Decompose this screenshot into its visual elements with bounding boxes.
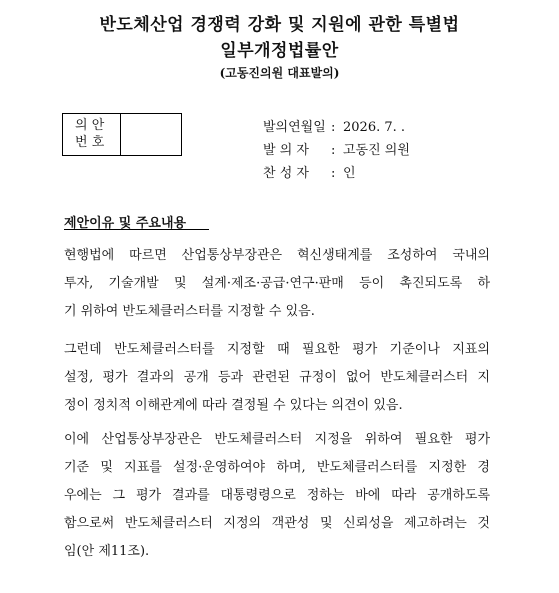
- bill-number-box: [62, 113, 182, 156]
- paragraph-line: 함으로써 반도체클러스터 지정의 객관성 및 신뢰성을 제고하려는 것: [64, 516, 490, 531]
- proposer-separator: :: [331, 143, 336, 158]
- paragraph-line: 투자, 기술개발 및 설계·제조·공급·연구·판매 등이 촉진되도록 하: [64, 276, 490, 291]
- proposal-date-row: [263, 116, 405, 135]
- bill-number-label: [63, 114, 121, 155]
- supporters-separator: :: [331, 166, 336, 181]
- bill-number-label-line2: 번 호: [75, 135, 105, 150]
- bill-subtitle: 일부개정법률안: [220, 41, 339, 61]
- proposer-note: (고동진의원 대표발의): [219, 66, 340, 80]
- bill-title: 반도체산업 경쟁력 강화 및 지원에 관한 특별법: [99, 15, 460, 35]
- paragraph-line: 기 위하여 반도체클러스터를 지정할 수 있음.: [64, 304, 315, 319]
- supporters-label: 찬 성 자: [263, 166, 309, 181]
- paragraph-line: 임(안 제11조).: [64, 544, 150, 559]
- paragraph-line: 정이 정치적 이해관계에 따라 결정될 수 있다는 의견이 있음.: [64, 398, 403, 413]
- paragraph-line: 우에는 그 평가 결과를 대통령령으로 정하는 바에 따라 공개하도록: [64, 488, 490, 503]
- bill-number-value: [121, 114, 181, 155]
- paragraph-line: 이에 산업통상부장관은 반도체클러스터 지정을 위하여 필요한 평가: [64, 432, 490, 447]
- proposal-date-value: 2026. 7. .: [343, 120, 406, 135]
- proposer-row: [263, 139, 410, 158]
- supporters-value: 인: [343, 166, 356, 181]
- proposer-value: 고동진 의원: [343, 143, 410, 158]
- proposal-date-separator: :: [331, 120, 336, 135]
- paragraph-2: [64, 336, 490, 420]
- paragraph-3: [64, 426, 490, 566]
- proposal-date-label: 발의연월일: [263, 120, 326, 135]
- section-heading-underline: [64, 229, 209, 230]
- paragraph-line: 설정, 평가 결과의 공개 등과 관련된 규정이 없어 반도체클러스터 지: [64, 370, 490, 385]
- section-heading: 제안이유 및 주요내용: [64, 216, 187, 231]
- paragraph-line: 그런데 반도체클러스터를 지정할 때 필요한 평가 기준이나 지표의: [64, 342, 490, 357]
- supporters-row: [263, 162, 356, 181]
- paragraph-1: [64, 242, 490, 326]
- bill-number-label-line1: 의 안: [75, 118, 105, 133]
- proposer-label: 발 의 자: [263, 143, 309, 158]
- paragraph-line: 현행법에 따르면 산업통상부장관은 혁신생태계를 조성하여 국내의: [64, 248, 490, 263]
- paragraph-line: 기준 및 지표를 설정·운영하여야 하며, 반도체클러스터를 지정한 경: [64, 460, 490, 475]
